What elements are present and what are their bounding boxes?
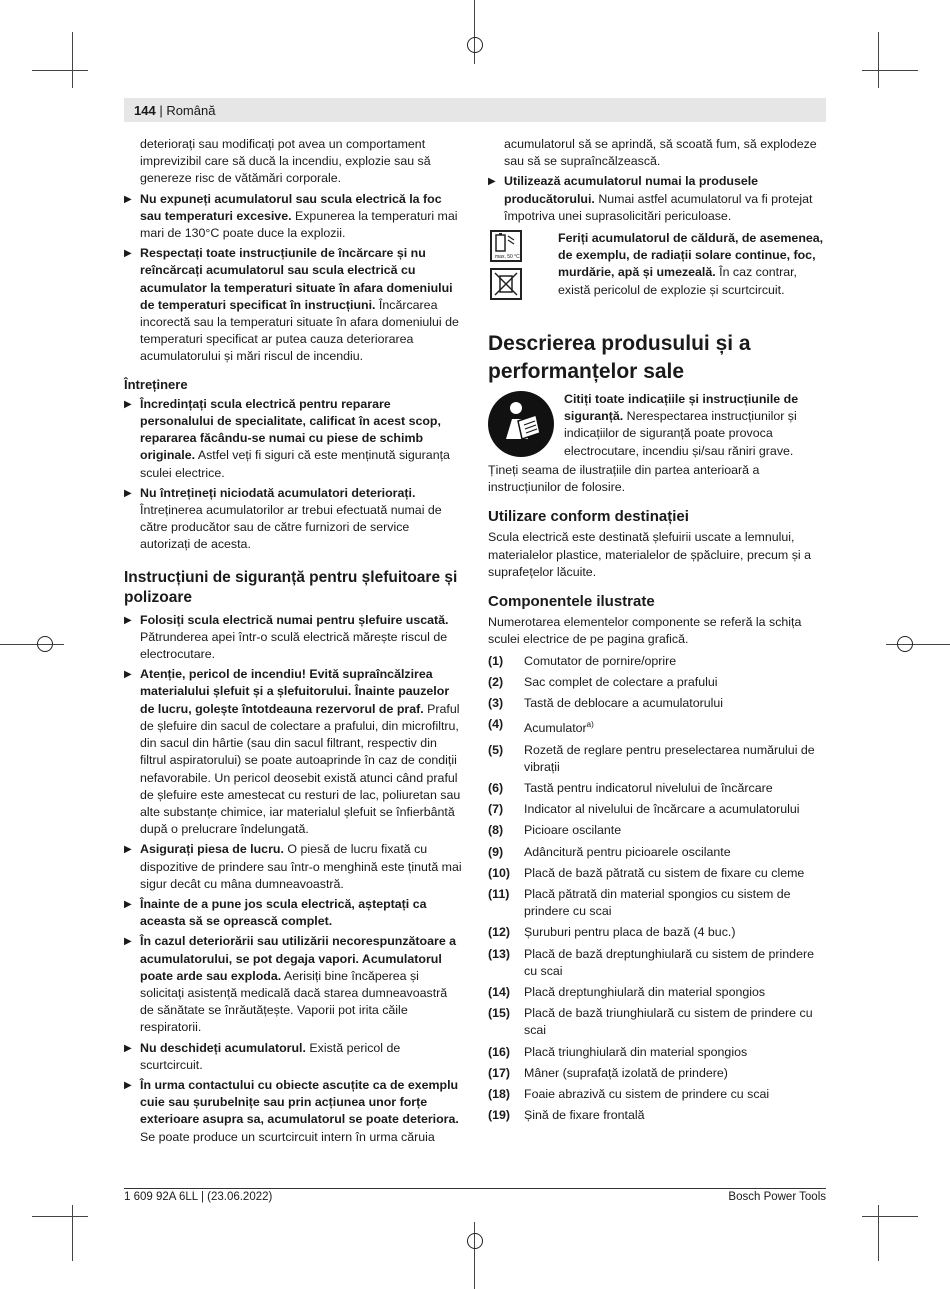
warning-icons <box>488 230 548 306</box>
registration-mark-icon <box>37 636 53 652</box>
component-label: Sac complet de colectare a prafului <box>524 674 718 689</box>
crop-mark <box>886 644 950 645</box>
max-temperature-label: max. 50 °C <box>495 254 520 261</box>
paragraph: Numerotarea elementelor componente se referă la schița sculei electrice de pe pagina grafică. <box>488 615 802 647</box>
component-number: (15) <box>488 1006 511 1021</box>
component-item <box>488 716 826 737</box>
component-label: Placă de bază pătrată cu sistem de fixare cu cleme <box>524 865 805 880</box>
footnote-marker: a) <box>586 720 594 730</box>
component-label: Tastă pentru indicatorul nivelului de încărcare <box>524 781 773 795</box>
component-item <box>488 653 826 670</box>
component-item <box>488 822 826 839</box>
bullet-item: ▶ Nu deschideți acumulatorul. Există pericol de scurtcircuit. <box>124 1040 462 1074</box>
component-number: (9) <box>488 844 504 859</box>
page-header: 144 | Română <box>134 103 216 118</box>
bullet-item: ▶ Atenție, pericol de incendiu! Evită supraîncălzirea materialului șlefuit și a șlefuitorului. Înainte pauzelor de lucru, golește întotdeauna rezervorul de praf. Praful de șlefuire din sacul de colectare a prafului, din microfiltru, din sacul din hârtie (sau din sacul filtrant, respectiv din filtrul aspiratorului) se poate autoaprinde în caz de condiții nefavorabile. Un pericol deosebit există atunci când praful de șlefuire este amestecat cu resturi de lac, poliuretan sau alte substanțe chimice, iar materialul șlefuit se înfierbântă după o prelucrare îndelungată. <box>124 666 462 838</box>
component-item <box>488 984 826 1001</box>
crop-mark <box>72 1205 73 1261</box>
bullet-item: ▶ În urma contactului cu obiecte ascuțite ca de exemplu cuie sau șurubelnițe sau prin acțiunea unor forțe exterioare asupra sa, acumulatorul se poate deteriora. Se poate produce un scurtcircuit intern în urma căruia <box>124 1077 462 1146</box>
component-number: (3) <box>488 696 504 711</box>
section-title: Descrierea produsului și a performanțelor sale <box>488 332 751 384</box>
bullet-item: ▶ Asigurați piesa de lucru. O piesă de lucru fixată cu dispozitive de prindere sau într-o menghină este ținută mai sigur decât cu mâna dumneavoastră. <box>124 841 462 893</box>
paragraph: Țineți seama de ilustrațiile din partea anterioară a instrucțiunilor de folosire. <box>488 462 760 495</box>
component-label: Mâner (suprafață izolată de prindere) <box>524 1065 728 1080</box>
bullet-item: ▶ Utilizează acumulatorul numai la produsele producătorului. Numai astfel acumulatorul va fi protejat împotriva unei suprasolicitări periculoase. <box>488 173 826 225</box>
component-label: Placă triunghiulară din material spongios <box>524 1044 748 1059</box>
left-column <box>124 136 462 1146</box>
component-label: Rozetă de reglare pentru preselectarea numărului de vibrații <box>524 742 815 774</box>
crop-mark <box>878 1205 879 1261</box>
bullet-item: ▶ Respectați toate instrucțiunile de încărcare și nu reîncărcați acumulatorul sau scula electrică cu acumulator la temperaturi situate în afara domeniului de temperaturi specificat în instrucțiuni. Încărcarea incorectă sau la temperaturi situate în afara domeniului de temperaturi specificat ar putea cauza deteriorarea acumulatorului și mări riscul de incendiu. <box>124 245 462 365</box>
crop-mark <box>862 1216 918 1217</box>
component-number: (7) <box>488 802 504 817</box>
component-number: (2) <box>488 674 504 689</box>
read-instructions-text: Citiți toate indicațiile și instrucțiunile de siguranță. Nerespectarea instrucțiunilor și indicațiilor de siguranță poate provoca electrocutare, incendiu și/sau răniri grave. <box>564 392 799 458</box>
registration-mark-icon <box>467 1233 483 1249</box>
component-number: (19) <box>488 1108 511 1123</box>
component-number: (4) <box>488 717 504 732</box>
subheading: Întreținere <box>124 376 188 392</box>
component-item <box>488 1086 826 1103</box>
component-number: (6) <box>488 781 504 795</box>
footer-doc-id: 1 609 92A 6LL | (23.06.2022) <box>124 1191 273 1203</box>
crop-mark <box>878 32 879 88</box>
component-item <box>488 674 826 691</box>
component-item <box>488 924 826 941</box>
component-label: Foaie abrazivă cu sistem de prindere cu scai <box>524 1087 770 1102</box>
component-item <box>488 844 826 861</box>
bullet-item: ▶ În cazul deteriorării sau utilizării necorespunzătoare a acumulatorului, se pot degaja vapori. Acumulatorul poate arde sau exploda. Aerisiți bine încăperea și solicitați asistență medicală dacă starea dumneavoastră de sănătate se înrăutățește. Vaporii pot irita căile respiratorii. <box>124 933 462 1036</box>
component-item <box>488 1005 826 1039</box>
component-label: Placă de bază dreptunghiulară cu sistem de prindere cu scai <box>524 946 814 978</box>
component-item <box>488 695 826 712</box>
paragraph: Scula electrică este destinată șlefuirii uscate a lemnului, materialelor plastice, materialelor de șpăcluire, precum și a suprafețelor lăcuite. <box>488 530 811 579</box>
crop-mark <box>32 70 88 71</box>
component-number: (16) <box>488 1044 511 1059</box>
crop-mark <box>0 644 64 645</box>
component-item <box>488 742 826 776</box>
bullet-item: ▶ Înainte de a pune jos scula electrică, așteptați ca aceasta să se oprească complet. <box>124 896 462 930</box>
paragraph: acumulatorul să se aprindă, să scoată fum, să explodeze sau să se supraîncălzească. <box>504 137 817 169</box>
page-header-bar <box>124 98 826 122</box>
component-list <box>488 653 826 1125</box>
component-label: Picioare oscilante <box>524 823 622 838</box>
component-label: Acumulator$^{a)}$ <box>524 720 594 736</box>
paragraph: deteriorați sau modificați pot avea un comportament imprevizibil care să ducă la incendiu, explozie sau să genereze risc de vătămări corporale. <box>140 137 431 186</box>
page-language: Română <box>166 103 216 118</box>
component-number: (11) <box>488 887 510 902</box>
read-manual-icon <box>488 391 554 457</box>
component-label: Placă de bază triunghiulară cu sistem de prindere cu scai <box>524 1006 813 1038</box>
component-item <box>488 1044 826 1061</box>
right-column <box>488 136 826 1124</box>
component-number: (5) <box>488 742 504 757</box>
battery-temperature-icon <box>490 230 522 262</box>
component-number: (8) <box>488 823 504 838</box>
component-item <box>488 1107 826 1124</box>
component-item <box>488 801 826 818</box>
footer-divider <box>124 1188 826 1189</box>
crop-mark <box>72 32 73 88</box>
component-item <box>488 780 826 797</box>
registration-mark-icon <box>897 636 913 652</box>
bullet-item: ▶ Nu expuneți acumulatorul sau scula electrică la foc sau temperaturi excesive. Expunerea la temperaturi mai mari de 130°C poate duce la explozii. <box>124 191 462 243</box>
read-instructions-notice <box>488 391 826 460</box>
component-label: Tastă de deblocare a acumulatorului <box>524 696 724 711</box>
component-number: (1) <box>488 653 504 668</box>
section-heading: Instrucțiuni de siguranță pentru șlefuitoare și polizoare <box>124 568 458 606</box>
heat-warning <box>488 230 826 306</box>
heat-warning-text: Feriți acumulatorul de căldură, de asemenea, de exemplu, de radiații solare continue, foc, murdărie, apă și umezeală. În caz contrar, există pericolul de explozie și scurtcircuit. <box>558 231 824 297</box>
component-label: Placă dreptunghiulară din material spongios <box>524 985 766 1000</box>
component-item <box>488 946 826 980</box>
component-label: Șină de fixare frontală <box>524 1108 645 1123</box>
component-label: Șuruburi pentru placa de bază (4 buc.) <box>524 925 736 940</box>
subsection-heading: Componentele ilustrate <box>488 593 655 611</box>
component-label: Comutator de pornire/oprire <box>524 653 677 668</box>
subsection-heading: Utilizare conform destinației <box>488 508 689 526</box>
bullet-item: ▶ Încredințați scula electrică pentru reparare personalului de specialitate, calificat în acest scop, repararea făcându-se numai cu piese de schimb originale. Astfel veți fi siguri că este menținută siguranța sculei electrice. <box>124 396 462 482</box>
crop-mark <box>862 70 918 71</box>
component-number: (18) <box>488 1087 511 1102</box>
crop-mark <box>32 1216 88 1217</box>
component-number: (14) <box>488 985 511 1000</box>
component-label: Placă pătrată din material spongios cu sistem de prindere cu scai <box>524 887 791 919</box>
component-label: Adâncitură pentru picioarele oscilante <box>524 844 731 859</box>
component-number: (13) <box>488 946 511 961</box>
component-label: Indicator al nivelului de încărcare a acumulatorului <box>524 802 800 817</box>
crop-mark <box>474 0 475 64</box>
bullet-item: ▶ Folosiți scula electrică numai pentru șlefuire uscată. Pătrunderea apei într-o sculă electrică mărește riscul de electrocutare. <box>124 612 462 664</box>
component-item <box>488 865 826 882</box>
page-number: 144 <box>134 103 156 118</box>
component-number: (12) <box>488 925 511 940</box>
no-fire-water-icon <box>490 268 522 300</box>
footer-brand: Bosch Power Tools <box>728 1191 826 1203</box>
bullet-item: ▶ Nu întrețineți niciodată acumulatori deteriorați. Întreținerea acumulatorilor ar trebui efectuată numai de către producător sau de către furnizori de service autorizați de acesta. <box>124 485 462 554</box>
component-item <box>488 886 826 920</box>
registration-mark-icon <box>467 37 483 53</box>
component-number: (17) <box>488 1065 511 1080</box>
component-number: (10) <box>488 865 511 880</box>
component-item <box>488 1065 826 1082</box>
